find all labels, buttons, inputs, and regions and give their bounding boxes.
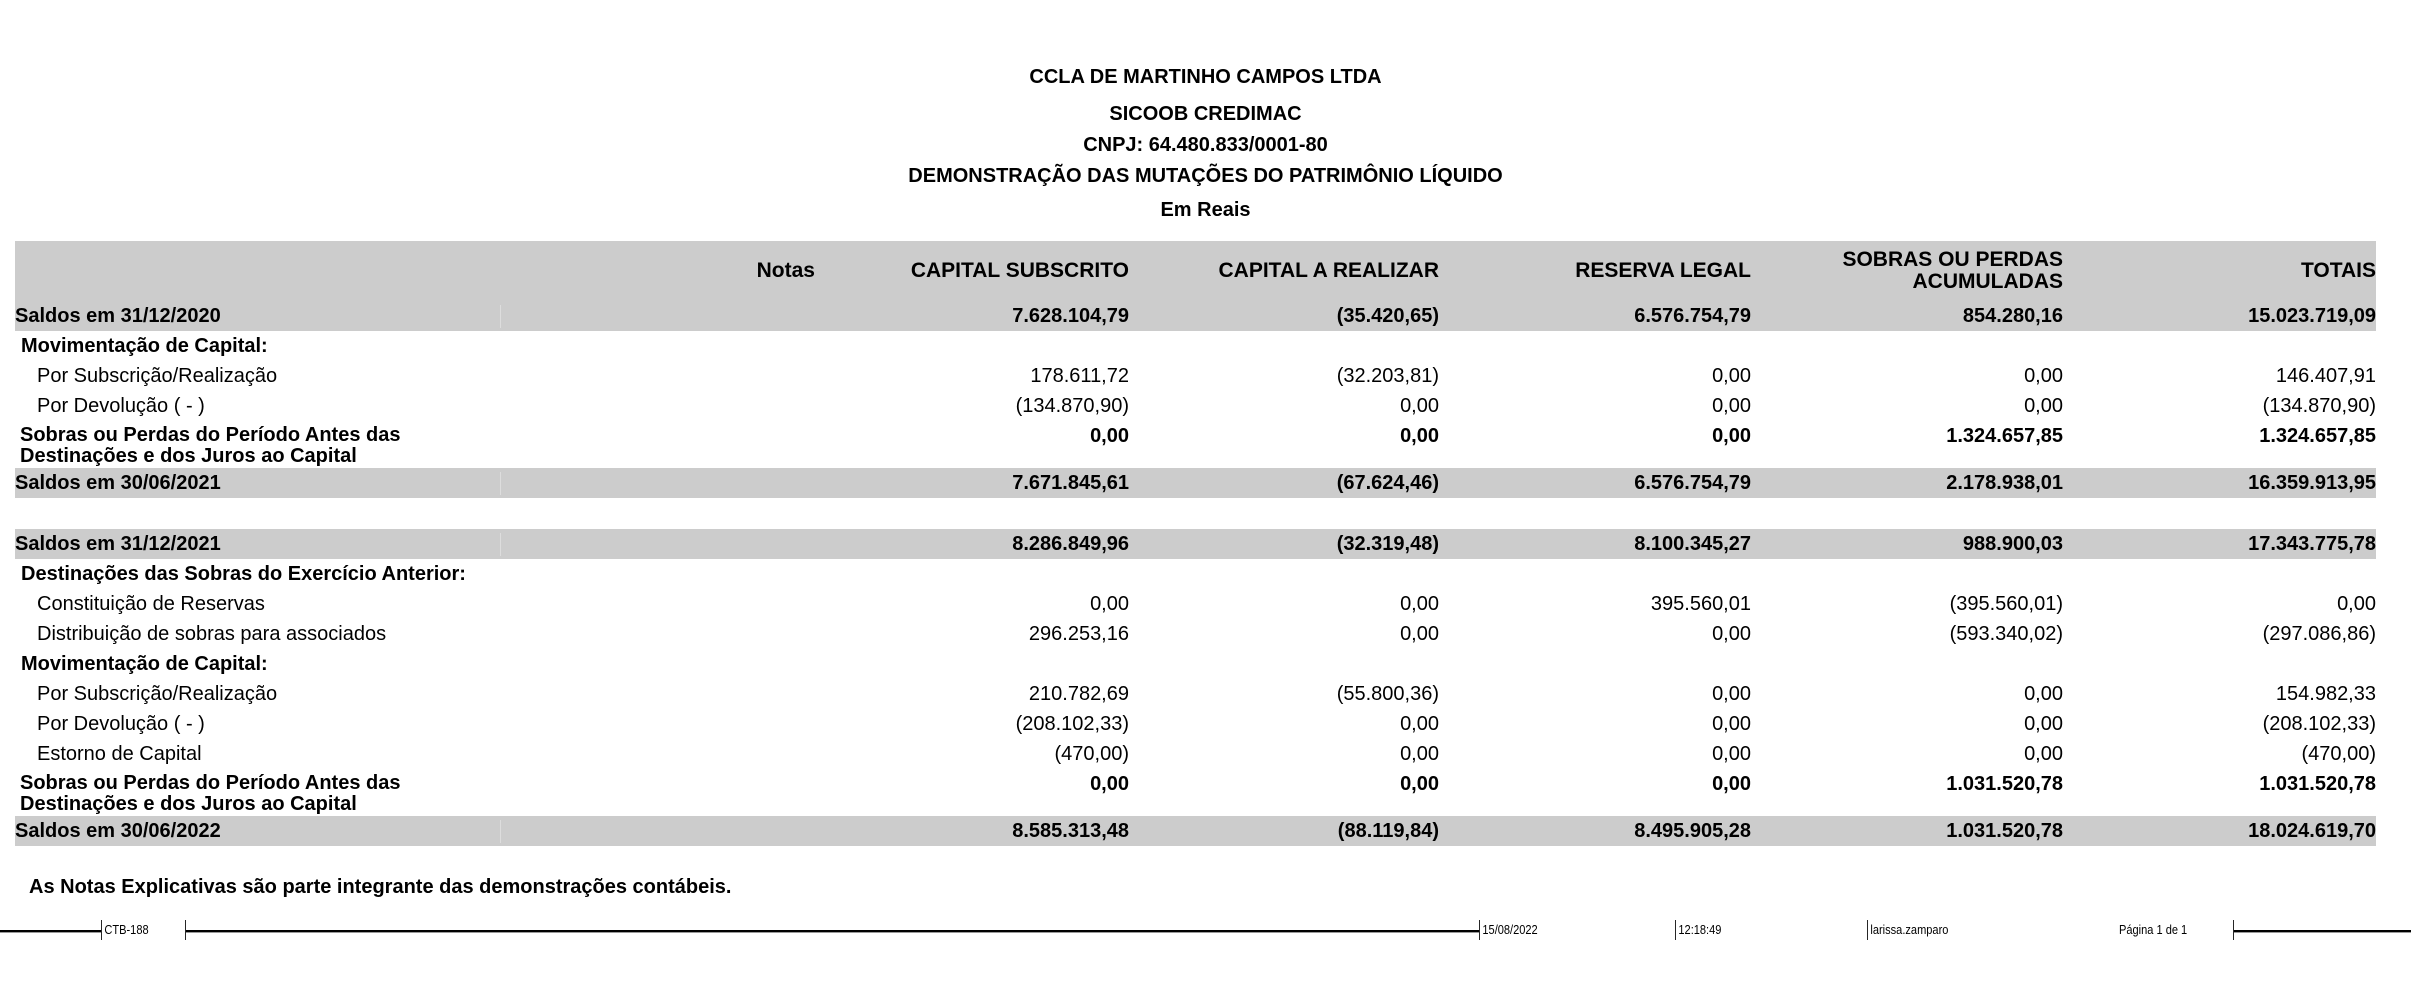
unit-label: Em Reais <box>1160 199 1251 221</box>
cell-capital-subscrito: (470,00) <box>1054 742 1129 765</box>
cell-sobras-perdas: (395.560,01) <box>1949 592 2063 615</box>
col-capital-a-realizar: CAPITAL A REALIZAR <box>1218 259 1439 282</box>
footer-rule <box>2234 930 2411 933</box>
row-label: Sobras ou Perdas do Período Antes das Destinações e dos Juros ao Capital <box>20 424 401 467</box>
cell-capital-a-realizar: 0,00 <box>1400 773 1439 795</box>
cell-capital-a-realizar: 0,00 <box>1400 622 1439 645</box>
cell-totais: 1.324.657,85 <box>2259 425 2376 447</box>
cell-capital-subscrito: 296.253,16 <box>1028 622 1129 645</box>
cell-reserva-legal: 0,00 <box>1712 394 1751 417</box>
cell-capital-a-realizar: (32.319,48) <box>1336 532 1439 555</box>
cell-capital-subscrito: 8.286.849,96 <box>1012 532 1129 555</box>
table-row <box>15 709 2376 739</box>
table-row <box>15 679 2376 709</box>
company-name: CCLA DE MARTINHO CAMPOS LTDA <box>1029 66 1382 88</box>
cell-sobras-perdas: 0,00 <box>2024 682 2063 705</box>
cell-sobras-perdas: (593.340,02) <box>1949 622 2063 645</box>
balance-row <box>15 529 2376 559</box>
cell-sobras-perdas: 854.280,16 <box>1962 304 2063 327</box>
cell-capital-subscrito: 7.671.845,61 <box>1012 471 1129 494</box>
cell-sobras-perdas: 0,00 <box>2024 742 2063 765</box>
spacer-row <box>15 498 2376 529</box>
balance-row <box>15 468 2376 498</box>
cell-capital-a-realizar: 0,00 <box>1400 394 1439 417</box>
cell-capital-a-realizar: 0,00 <box>1400 712 1439 735</box>
cell-totais: 18.024.619,70 <box>2248 819 2376 842</box>
cell-capital-a-realizar: (88.119,84) <box>1337 819 1439 842</box>
equity-changes-table <box>15 241 2376 846</box>
col-notas: Notas <box>756 259 815 282</box>
cell-reserva-legal: 395.560,01 <box>1650 592 1751 615</box>
table-header <box>15 241 2376 301</box>
row-label: Movimentação de Capital: <box>21 334 268 357</box>
cell-capital-a-realizar: 0,00 <box>1400 592 1439 615</box>
table-row <box>15 391 2376 421</box>
row-label: Movimentação de Capital: <box>21 652 268 675</box>
col-sobras-perdas: SOBRAS OU PERDAS ACUMULADAS <box>1842 248 2063 293</box>
cell-capital-a-realizar: (32.203,81) <box>1336 364 1439 387</box>
balance-row <box>15 301 2376 331</box>
cell-reserva-legal: 0,00 <box>1712 682 1751 705</box>
cell-reserva-legal: 6.576.754,79 <box>1634 304 1751 327</box>
cell-reserva-legal: 0,00 <box>1712 712 1751 735</box>
cell-totais: 146.407,91 <box>2275 364 2376 387</box>
cell-capital-a-realizar: (55.800,36) <box>1336 682 1439 705</box>
cell-totais: 15.023.719,09 <box>2248 304 2376 327</box>
cell-reserva-legal: 0,00 <box>1712 425 1751 447</box>
explanatory-note: As Notas Explicativas são parte integrante das demonstrações contábeis. <box>29 876 732 898</box>
cell-capital-subscrito: (208.102,33) <box>1015 712 1129 735</box>
cell-capital-subscrito: 210.782,69 <box>1028 682 1129 705</box>
row-label: Sobras ou Perdas do Período Antes das Destinações e dos Juros ao Capital <box>20 772 401 815</box>
cell-capital-subscrito: 8.585.313,48 <box>1012 819 1129 842</box>
cell-totais: 1.031.520,78 <box>2259 773 2376 795</box>
cell-totais: (470,00) <box>2301 742 2376 765</box>
cnpj: CNPJ: 64.480.833/0001-80 <box>1083 134 1328 156</box>
footer-rule <box>186 930 1479 933</box>
row-label: Saldos em 31/12/2021 <box>15 533 501 556</box>
footer-rule <box>0 930 101 933</box>
section-row <box>15 649 2376 679</box>
row-label: Por Devolução ( - ) <box>37 394 205 417</box>
row-label: Distribuição de sobras para associados <box>37 622 387 645</box>
cell-capital-subscrito: 0,00 <box>1090 592 1129 615</box>
cell-totais: (208.102,33) <box>2262 712 2376 735</box>
row-label: Saldos em 30/06/2022 <box>15 820 501 843</box>
cell-reserva-legal: 8.495.905,28 <box>1634 819 1751 842</box>
row-label: Constituição de Reservas <box>37 592 265 615</box>
table-row <box>15 769 2376 816</box>
table-row <box>15 421 2376 468</box>
cell-totais: (134.870,90) <box>2262 394 2376 417</box>
footer-page: Página 1 de 1 <box>2119 922 2188 937</box>
cell-reserva-legal: 0,00 <box>1712 773 1751 795</box>
cell-reserva-legal: 0,00 <box>1712 364 1751 387</box>
cell-totais: 16.359.913,95 <box>2248 471 2376 494</box>
table-row <box>15 739 2376 769</box>
cell-totais: 17.343.775,78 <box>2248 532 2376 555</box>
cell-reserva-legal: 0,00 <box>1712 622 1751 645</box>
cell-capital-a-realizar: 0,00 <box>1400 425 1439 447</box>
cell-capital-subscrito: 7.628.104,79 <box>1012 304 1129 327</box>
cell-totais: 154.982,33 <box>2275 682 2376 705</box>
row-label: Por Subscrição/Realização <box>37 364 278 387</box>
cell-capital-a-realizar: 0,00 <box>1400 742 1439 765</box>
cell-reserva-legal: 6.576.754,79 <box>1634 471 1751 494</box>
brand-name: SICOOB CREDIMAC <box>1109 103 1302 125</box>
cell-capital-a-realizar: (35.420,65) <box>1336 304 1439 327</box>
cell-totais: (297.086,86) <box>2262 622 2376 645</box>
col-reserva-legal: RESERVA LEGAL <box>1575 259 1751 282</box>
col-totais: TOTAIS <box>2300 259 2376 282</box>
cell-sobras-perdas: 1.031.520,78 <box>1946 819 2063 842</box>
row-label: Destinações das Sobras do Exercício Anterior: <box>21 562 466 585</box>
cell-capital-a-realizar: (67.624,46) <box>1336 471 1439 494</box>
row-label: Por Devolução ( - ) <box>37 712 205 735</box>
table-row <box>15 589 2376 619</box>
col-capital-subscrito: CAPITAL SUBSCRITO <box>910 259 1129 282</box>
row-label: Saldos em 31/12/2020 <box>15 305 501 328</box>
row-label: Saldos em 30/06/2021 <box>15 472 501 495</box>
table-row <box>15 361 2376 391</box>
cell-sobras-perdas: 0,00 <box>2024 712 2063 735</box>
section-row <box>15 559 2376 589</box>
section-row <box>15 331 2376 361</box>
cell-sobras-perdas: 1.031.520,78 <box>1946 773 2063 795</box>
footer-code: CTB-188 <box>101 920 149 940</box>
cell-sobras-perdas: 0,00 <box>2024 364 2063 387</box>
cell-capital-subscrito: 0,00 <box>1090 425 1129 447</box>
footer-user: larissa.zamparo <box>1867 920 1948 940</box>
footer-date: 15/08/2022 <box>1479 920 1538 940</box>
cell-sobras-perdas: 1.324.657,85 <box>1946 425 2063 447</box>
cell-reserva-legal: 8.100.345,27 <box>1634 532 1751 555</box>
row-label: Por Subscrição/Realização <box>37 682 278 705</box>
cell-capital-subscrito: 178.611,72 <box>1030 364 1129 387</box>
row-label: Estorno de Capital <box>37 742 202 765</box>
table-row <box>15 619 2376 649</box>
cell-totais: 0,00 <box>2337 592 2376 615</box>
footer-time: 12:18:49 <box>1675 920 1721 940</box>
cell-capital-subscrito: 0,00 <box>1090 773 1129 795</box>
report-footer <box>0 920 2411 942</box>
cell-sobras-perdas: 0,00 <box>2024 394 2063 417</box>
report-title: DEMONSTRAÇÃO DAS MUTAÇÕES DO PATRIMÔNIO LÍQUIDO <box>908 165 1503 187</box>
cell-sobras-perdas: 2.178.938,01 <box>1946 471 2063 494</box>
cell-reserva-legal: 0,00 <box>1712 742 1751 765</box>
balance-row <box>15 816 2376 846</box>
cell-capital-subscrito: (134.870,90) <box>1015 394 1129 417</box>
cell-sobras-perdas: 988.900,03 <box>1962 532 2063 555</box>
